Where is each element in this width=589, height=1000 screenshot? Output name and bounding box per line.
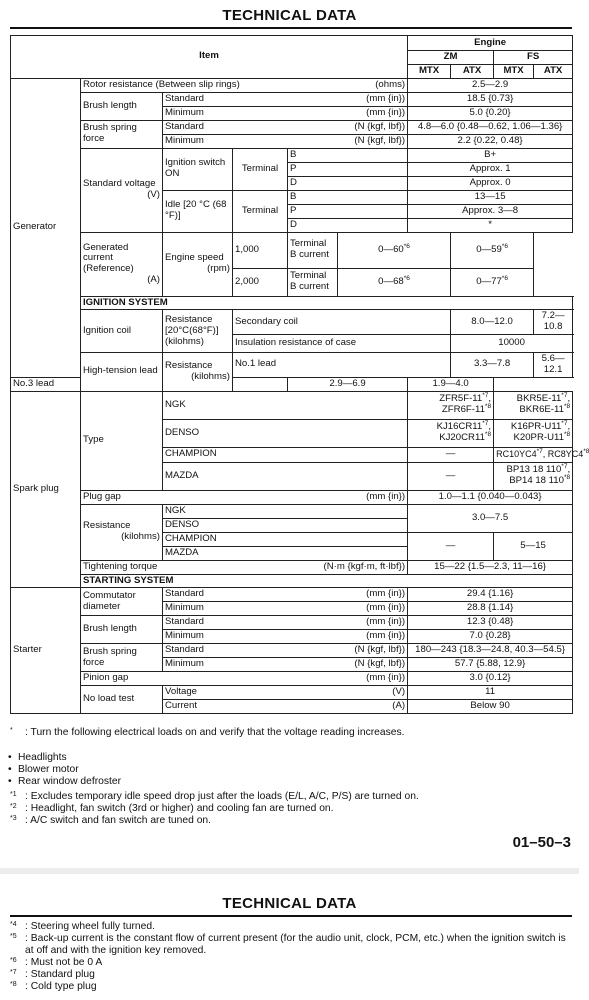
- spark-plug-label: Spark plug: [11, 391, 81, 588]
- load-item: • Rear window defroster: [18, 776, 121, 788]
- denso-fs: K16PR-U11$^{*7}$, K20PR-U11$^{*8}$: [494, 419, 573, 447]
- term-b-current-2000: Terminal B current: [288, 268, 338, 296]
- ignition-coil-label: Ignition coil: [81, 310, 163, 353]
- footnote-3: *3 : A/C switch and fan switch are tuned on.: [10, 815, 212, 826]
- page-title: TECHNICAL DATA: [222, 7, 357, 24]
- ignition-on-label: Ignition switch ON: [163, 148, 233, 190]
- res-denso-label: DENSO: [163, 518, 408, 532]
- commutator-minimum: Minimum (mm {in}): [163, 602, 408, 616]
- ngk-label: NGK: [163, 391, 408, 419]
- footnote-6: *6 : Must not be 0 A: [10, 957, 103, 968]
- brush-length-minimum: Minimum (mm {in}): [163, 106, 408, 120]
- load-list: [18, 752, 121, 788]
- no-load-voltage-value: 11: [408, 686, 573, 700]
- footnote-5: *5 : Back-up current is the constant flow of current present (for the audio unit, clock, PCM, etc.) when the ignition switch is at off and with the ignition key removed.: [10, 933, 566, 956]
- load-item: • Headlights: [18, 752, 121, 764]
- starting-section-heading: STARTING SYSTEM: [81, 574, 573, 588]
- current-1000-fs: 0—59$^{*6}$: [451, 232, 534, 268]
- ngk-zm: ZFR5F-11$^{*7}$, ZFR6F-11$^{*8}$: [408, 391, 494, 419]
- commutator-standard-value: 29.4 {1.16}: [408, 588, 573, 602]
- brush-length-standard-value: 18.5 {0.73}: [408, 92, 573, 106]
- plug-gap-label: Plug gap (mm {in}): [81, 490, 408, 504]
- header-fs-atx: ATX: [534, 64, 573, 78]
- current-2000-zm: 0—68$^{*6}$: [338, 268, 451, 296]
- no3-fs: 1.9—4.0: [408, 377, 494, 391]
- commutator-minimum-value: 28.8 {1.14}: [408, 602, 573, 616]
- on-b-value: B+: [408, 148, 573, 162]
- no1-fs: 5.6—12.1: [534, 352, 573, 377]
- idle-b-value: 13—15: [408, 190, 573, 204]
- brush-spring-standard-value: 4.8—6.0 {0.48—0.62, 1.06—1.36}: [408, 120, 573, 134]
- idle-p-value: Approx. 3—8: [408, 204, 573, 218]
- brush-spring-minimum-value: 2.2 {0.22, 0.48}: [408, 134, 573, 148]
- res-ngk-denso-value: 3.0—7.5: [408, 504, 573, 532]
- tightening-torque-value: 15—22 {1.5—2.3, 11—16}: [408, 560, 573, 574]
- header-fs-mtx: MTX: [494, 64, 534, 78]
- title-rule: [10, 27, 572, 29]
- starter-brush-spring-label: Brush spring force: [81, 644, 163, 672]
- pinion-gap-value: 3.0 {0.12}: [408, 672, 573, 686]
- brush-spring-minimum: Minimum (N {kgf, lbf}): [163, 134, 408, 148]
- generated-current-label: Generated current (Reference) (A): [81, 232, 163, 296]
- no1-lead-label: No.1 lead: [233, 352, 451, 377]
- plug-gap-value: 1.0—1.1 {0.040—0.043}: [408, 490, 573, 504]
- tightening-torque-label: Tightening torque (N·m {kgf·m, ft·lbf}): [81, 560, 408, 574]
- engine-speed-label: Engine speed (rpm): [163, 232, 233, 296]
- technical-data-table: [10, 35, 589, 714]
- term-b-current-1000: Terminal B current: [288, 232, 338, 268]
- header-zm-mtx: MTX: [408, 64, 451, 78]
- header-item: Item: [11, 36, 408, 79]
- brush-length-label: Brush length: [81, 92, 163, 120]
- coil-resistance-cond: Resistance [20°C(68°F)] (kilohms): [163, 310, 233, 353]
- no3-zm: 2.9—6.9: [288, 377, 408, 391]
- starter-brush-length-minimum-value: 7.0 {0.28}: [408, 630, 573, 644]
- brush-length-standard: Standard (mm {in}): [163, 92, 408, 106]
- ignition-section-heading: IGNITION SYSTEM: [81, 296, 573, 310]
- header-zm-atx: ATX: [451, 64, 494, 78]
- footnote-1: *1 : Excludes temporary idle speed drop just after the loads (E/L, A/C, P/S) are turned on.: [10, 791, 419, 802]
- header-zm: ZM: [408, 51, 494, 65]
- secondary-coil-label: Secondary coil: [233, 310, 451, 335]
- spark-type-label: Type: [81, 391, 163, 490]
- idle-label: Idle [20 °C (68 °F)]: [163, 190, 233, 232]
- page-number: 01–50–3: [512, 834, 571, 851]
- ht-resistance-label: Resistance (kilohms): [163, 352, 233, 391]
- starter-brush-spring-standard: Standard (N {kgf, lbf}): [163, 644, 408, 658]
- generator-label: Generator: [11, 78, 81, 377]
- page2-title: TECHNICAL DATA: [222, 895, 357, 912]
- mazda-zm: —: [408, 462, 494, 490]
- load-item: • Blower motor: [18, 764, 121, 776]
- champion-fs: RC10YC4$^{*7}$, RC8YC4$^{*8}$: [494, 447, 573, 462]
- footnotes-4-8: [10, 921, 570, 993]
- secondary-zm: 8.0—12.0: [451, 310, 534, 335]
- starter-brush-spring-standard-value: 180—243 {18.3—24.8, 40.3—54.5}: [408, 644, 573, 658]
- mazda-label: MAZDA: [163, 462, 408, 490]
- rotor-resistance-label: Rotor resistance (Between slip rings) (ohms): [81, 78, 408, 92]
- speed-2000: 2,000: [233, 268, 288, 296]
- page-separator: [0, 868, 579, 874]
- header-fs: FS: [494, 51, 573, 65]
- starter-brush-length-label: Brush length: [81, 616, 163, 644]
- header-engine: Engine: [408, 36, 573, 51]
- footnotes-1-3: [10, 791, 570, 827]
- commutator-standard: Standard (mm {in}): [163, 588, 408, 602]
- champion-zm: —: [408, 447, 494, 462]
- footnote-7: *7 : Standard plug: [10, 969, 95, 980]
- current-2000-fs: 0—77$^{*6}$: [451, 268, 534, 296]
- res-champion-label: CHAMPION: [163, 532, 408, 546]
- no-load-current-value: Below 90: [408, 700, 573, 714]
- starter-label: Starter: [11, 588, 81, 714]
- idle-terminal-p: P: [288, 204, 408, 218]
- idle-d-value: *: [408, 218, 573, 232]
- mazda-fs: BP13 18 110$^{*7}$, BP14 18 110$^{*8}$: [494, 462, 573, 490]
- spark-resistance-label: Resistance (kilohms): [81, 504, 163, 560]
- note-star: * : Turn the following electrical loads on and verify that the voltage reading increases.: [10, 727, 405, 738]
- res-mazda-label: MAZDA: [163, 546, 408, 560]
- no-load-current: Current (A): [163, 700, 408, 714]
- terminal-b: B: [288, 148, 408, 162]
- terminal-label-idle: Terminal: [233, 190, 288, 232]
- speed-1000: 1,000: [233, 232, 288, 268]
- idle-terminal-d: D: [288, 218, 408, 232]
- secondary-fs: 7.2—10.8: [534, 310, 573, 335]
- denso-zm: KJ16CR11$^{*7}$, KJ20CR11$^{*8}$: [408, 419, 494, 447]
- denso-label: DENSO: [163, 419, 408, 447]
- starter-brush-spring-minimum-value: 57.7 {5.88, 12.9}: [408, 658, 573, 672]
- res-champion-mazda-fs: 5—15: [494, 532, 573, 560]
- no1-zm: 3.3—7.8: [451, 352, 534, 377]
- current-1000-zm: 0—60$^{*6}$: [338, 232, 451, 268]
- insulation-value: 10000: [451, 334, 573, 352]
- no-load-test-label: No load test: [81, 686, 163, 714]
- no-load-voltage: Voltage (V): [163, 686, 408, 700]
- footnote-2: *2 : Headlight, fan switch (3rd or higher) and cooling fan are turned on.: [10, 803, 334, 814]
- starter-brush-length-standard: Standard (mm {in}): [163, 616, 408, 630]
- terminal-p: P: [288, 162, 408, 176]
- idle-terminal-b: B: [288, 190, 408, 204]
- insulation-label: Insulation resistance of case: [233, 334, 451, 352]
- starter-brush-spring-minimum: Minimum (N {kgf, lbf}): [163, 658, 408, 672]
- pinion-gap-label: Pinion gap (mm {in}): [81, 672, 408, 686]
- starter-brush-length-standard-value: 12.3 {0.48}: [408, 616, 573, 630]
- on-d-value: Approx. 0: [408, 176, 573, 190]
- on-p-value: Approx. 1: [408, 162, 573, 176]
- terminal-label: Terminal: [233, 148, 288, 190]
- ht-lead-label: High-tension lead: [81, 352, 163, 391]
- res-ngk-label: NGK: [163, 504, 408, 518]
- brush-length-minimum-value: 5.0 {0.20}: [408, 106, 573, 120]
- champion-label: CHAMPION: [163, 447, 408, 462]
- rotor-resistance-value: 2.5—2.9: [408, 78, 573, 92]
- res-champion-mazda-zm: —: [408, 532, 494, 560]
- no3-lead-label: No.3 lead: [11, 377, 288, 391]
- page2-title-rule: [10, 915, 572, 917]
- ngk-fs: BKR5E-11$^{*7}$, BKR6E-11$^{*8}$: [494, 391, 573, 419]
- brush-spring-label: Brush spring force: [81, 120, 163, 148]
- standard-voltage-label: Standard voltage (V): [81, 148, 163, 232]
- footnote-8: *8 : Cold type plug: [10, 981, 97, 992]
- footnote-4: *4 : Steering wheel fully turned.: [10, 921, 155, 932]
- terminal-d: D: [288, 176, 408, 190]
- brush-spring-standard: Standard (N {kgf, lbf}): [163, 120, 408, 134]
- commutator-label: Commutator diameter: [81, 588, 163, 616]
- starter-brush-length-minimum: Minimum (mm {in}): [163, 630, 408, 644]
